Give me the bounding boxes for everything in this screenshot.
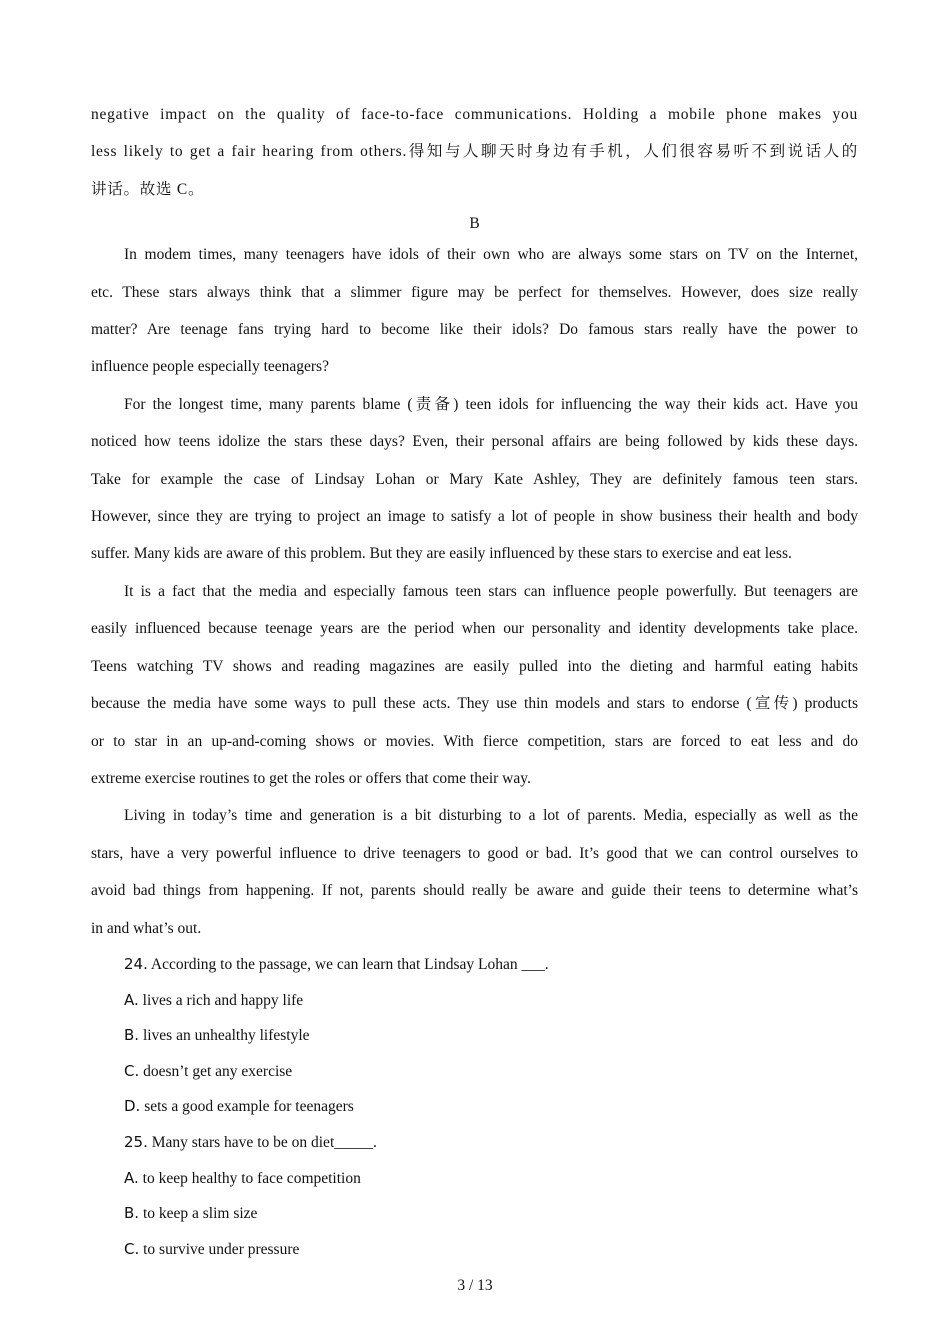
paragraph-line: For the longest time, many parents blame (责备) teen idols for influencing the way their kids act. Have you <box>124 395 858 413</box>
question-text: According to the passage, we can learn that Lindsay Lohan <box>150 955 518 973</box>
option-text: lives an unhealthy lifestyle <box>142 1027 310 1045</box>
section-label: B <box>469 215 480 233</box>
answer-blank: ___ <box>521 955 545 973</box>
question-stem <box>91 947 858 983</box>
paragraph-line: etc. These stars always think that a slimmer figure may be perfect for themselves. However, does size really <box>91 283 858 301</box>
question-end: . <box>544 955 549 973</box>
option-letter: A. <box>124 990 139 1009</box>
paragraph-line: extreme exercise routines to get the roles or offers that come their way. <box>91 769 531 787</box>
option-text: to keep healthy to face competition <box>142 1169 361 1187</box>
option-letter: B. <box>124 1026 140 1045</box>
option-letter: C. <box>124 1061 140 1080</box>
paragraph-line: Take for example the case of Lindsay Lohan or Mary Kate Ashley, They are definitely famous teen stars. <box>91 470 858 488</box>
page-number: 3 / 13 <box>457 1277 493 1294</box>
question-25 <box>91 1125 858 1267</box>
passage-paragraph-1 <box>91 236 858 386</box>
option-letter: A. <box>124 1168 139 1187</box>
intro-line: negative impact on the quality of face-to-face communications. Holding a mobile phone makes you <box>91 106 858 123</box>
question-text: Many stars have to be on diet <box>151 1133 335 1151</box>
option-b[interactable] <box>91 1196 858 1232</box>
paragraph-line: However, since they are trying to project an image to satisfy a lot of people in show business their health and body <box>91 508 858 526</box>
intro-line: less likely to get a fair hearing from others.得知与人聊天时身边有手机，人们很容易听不到说话人的 <box>91 143 858 161</box>
option-c[interactable] <box>91 1054 858 1090</box>
paragraph-line: It is a fact that the media and especially famous teen stars can influence people powerfully. But teenagers are <box>124 582 858 600</box>
option-text: doesn’t get any exercise <box>143 1062 293 1080</box>
paragraph-line: because the media have some ways to pull these acts. They use thin models and stars to endorse (宣传) products <box>91 695 858 713</box>
option-text: to survive under pressure <box>143 1240 300 1258</box>
option-letter: B. <box>124 1204 140 1223</box>
passage-paragraph-2 <box>91 386 858 573</box>
paragraph-line: Teens watching TV shows and reading magazines are easily pulled into the dieting and harmful eating habits <box>91 657 858 675</box>
paragraph-line: in and what’s out. <box>91 919 202 937</box>
question-number: 25. <box>124 1132 148 1151</box>
paragraph-line: stars, have a very powerful influence to drive teenagers to good or bad. It’s good that we can control ourselves to <box>91 844 858 862</box>
document-page <box>91 96 858 1267</box>
paragraph-line: or to star in an up-and-coming shows or movies. With fierce competition, stars are forced to eat less and do <box>91 732 858 750</box>
passage-paragraph-3 <box>91 573 858 797</box>
paragraph-line: noticed how teens idolize the stars these days? Even, their personal affairs are being followed by kids these days. <box>91 433 858 451</box>
passage-paragraph-4 <box>91 797 858 947</box>
option-text: sets a good example for teenagers <box>144 1098 354 1116</box>
option-letter: C. <box>124 1239 140 1258</box>
answer-blank: _____. <box>334 1133 377 1151</box>
option-text: to keep a slim size <box>142 1205 258 1223</box>
intro-paragraph <box>91 96 858 208</box>
paragraph-line: In modem times, many teenagers have idols of their own who are always some stars on TV on the Internet, <box>124 246 858 264</box>
question-number: 24. <box>124 954 148 973</box>
option-a[interactable] <box>91 1161 858 1197</box>
paragraph-line: avoid bad things from happening. If not, parents should really be aware and guide their teens to determine what’s <box>91 882 858 900</box>
paragraph-line: influence people especially teenagers? <box>91 358 329 376</box>
option-letter: D. <box>124 1097 141 1116</box>
intro-line: 讲话。故选 C。 <box>91 180 205 198</box>
paragraph-line: suffer. Many kids are aware of this problem. But they are easily influenced by these stars to exercise and eat less. <box>91 545 792 563</box>
paragraph-line: matter? Are teenage fans trying hard to become like their idols? Do famous stars really have the power to <box>91 321 858 339</box>
question-24 <box>91 947 858 1125</box>
option-a[interactable] <box>91 983 858 1019</box>
option-c[interactable] <box>91 1232 858 1268</box>
question-stem <box>91 1125 858 1161</box>
option-d[interactable] <box>91 1089 858 1125</box>
paragraph-line: Living in today’s time and generation is a bit disturbing to a lot of parents. Media, especially as well as the <box>124 807 858 825</box>
option-text: lives a rich and happy life <box>142 991 304 1009</box>
option-b[interactable] <box>91 1018 858 1054</box>
paragraph-line: easily influenced because teenage years are the period when our personality and identity developments take place. <box>91 620 858 638</box>
